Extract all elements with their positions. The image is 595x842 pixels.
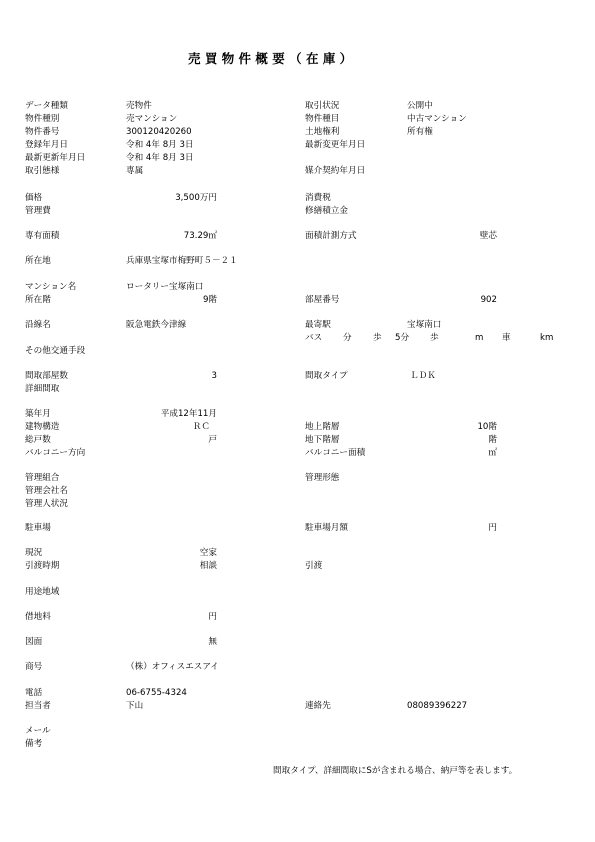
built-date-value: 平成12年11月 xyxy=(160,409,217,419)
access-bus-minutes: 分 xyxy=(343,333,352,343)
floor-value: 9階 xyxy=(202,295,217,305)
property-type-value: 売マンション xyxy=(126,114,178,124)
property-number-value: 300120420260 xyxy=(126,127,192,137)
management-fee-label: 管理費 xyxy=(25,206,51,216)
land-rent-label: 借地料 xyxy=(25,612,51,622)
access-walk-minutes: 5分 xyxy=(395,333,410,343)
layout-type-label: 間取タイプ xyxy=(305,371,348,381)
management-type-label: 管理形態 xyxy=(305,473,340,483)
built-date-label: 築年月 xyxy=(25,409,51,419)
remarks-label: 備考 xyxy=(25,739,43,749)
company-label: 商号 xyxy=(25,662,43,672)
property-category-label: 物件種目 xyxy=(305,114,340,124)
contact-person-value: 下山 xyxy=(126,701,144,711)
contact-label: 連絡先 xyxy=(305,701,331,711)
access-car: 車 xyxy=(502,333,511,343)
structure-label: 建物構造 xyxy=(25,422,60,432)
price-value: 3,500万円 xyxy=(175,193,217,203)
floor-label: 所在階 xyxy=(25,295,51,305)
access-bus: バス xyxy=(305,333,323,343)
registration-date-label: 登録年月日 xyxy=(25,140,68,150)
parking-fee-value: 円 xyxy=(488,523,497,533)
repair-reserve-label: 修繕積立金 xyxy=(305,206,348,216)
registration-date-value: 令和 4年 8月 3日 xyxy=(126,140,194,150)
zoning-label: 用途地域 xyxy=(25,587,60,597)
nearest-station-label: 最寄駅 xyxy=(305,320,331,330)
management-association-label: 管理組合 xyxy=(25,473,60,483)
current-status-value: 空家 xyxy=(199,548,217,558)
current-status-label: 現況 xyxy=(25,548,43,558)
above-floors-value: 10階 xyxy=(477,422,497,432)
last-update-date-value: 令和 4年 8月 3日 xyxy=(126,153,194,163)
total-units-label: 総戸数 xyxy=(25,435,51,445)
land-rights-value: 所有権 xyxy=(407,127,433,137)
exclusive-area-label: 専有面積 xyxy=(25,231,60,241)
access-walk-2: 歩 xyxy=(430,333,439,343)
email-label: メール xyxy=(25,726,51,736)
area-measurement-value: 壁芯 xyxy=(479,231,497,241)
brokerage-contract-date-label: 媒介契約年月日 xyxy=(305,166,366,176)
room-count-value: 3 xyxy=(211,371,217,381)
room-number-value: 902 xyxy=(480,295,497,305)
transaction-mode-value: 専属 xyxy=(126,166,144,176)
data-type-label: データ種類 xyxy=(25,101,68,111)
location-value: 兵庫県宝塚市梅野町５－２１ xyxy=(126,256,238,266)
handover-label: 引渡 xyxy=(305,561,323,571)
data-type-value: 売物件 xyxy=(126,101,152,111)
manager-status-label: 管理人状況 xyxy=(25,499,68,509)
handover-timing-label: 引渡時期 xyxy=(25,561,60,571)
area-measurement-label: 面積計測方式 xyxy=(305,231,357,241)
below-floors-value: 階 xyxy=(488,435,497,445)
room-number-label: 部屋番号 xyxy=(305,295,340,305)
phone-label: 電話 xyxy=(25,688,43,698)
transaction-mode-label: 取引態様 xyxy=(25,166,60,176)
last-change-date-label: 最新変更年月日 xyxy=(305,140,366,150)
access-km: km xyxy=(540,333,554,343)
other-transport-label: その他交通手段 xyxy=(25,346,86,356)
floor-plan-label: 図面 xyxy=(25,637,43,647)
structure-value: ＲＣ xyxy=(192,422,210,432)
railway-line-value: 阪急電鉄今津線 xyxy=(126,320,187,330)
phone-value: 06-6755-4324 xyxy=(126,688,187,698)
mansion-name-label: マンション名 xyxy=(25,282,77,292)
floor-plan-value: 無 xyxy=(208,637,217,647)
page-title: 売 買 物 件 概 要 （ 在 庫 ） xyxy=(188,51,353,66)
property-type-label: 物件種別 xyxy=(25,114,60,124)
management-company-label: 管理会社名 xyxy=(25,486,68,496)
footnote: 間取タイプ、詳細間取にSが含まれる場合、納戸等を表します。 xyxy=(273,766,518,776)
contact-value: 08089396227 xyxy=(407,701,468,711)
handover-timing-value: 相談 xyxy=(199,561,217,571)
property-category-value: 中古マンション xyxy=(407,114,467,124)
total-units-value: 戸 xyxy=(208,435,217,445)
land-rent-value: 円 xyxy=(208,612,217,622)
last-update-date-label: 最新更新年月日 xyxy=(25,153,86,163)
price-label: 価格 xyxy=(25,193,43,203)
contact-person-label: 担当者 xyxy=(25,701,51,711)
exclusive-area-value: 73.29㎡ xyxy=(183,231,217,241)
parking-fee-label: 駐車場月額 xyxy=(305,523,348,533)
location-label: 所在地 xyxy=(25,256,51,266)
access-walk-1: 歩 xyxy=(373,333,382,343)
balcony-area-label: バルコニー面積 xyxy=(305,448,366,458)
transaction-status-label: 取引状況 xyxy=(305,101,340,111)
layout-type-value: ＬＤＫ xyxy=(410,371,436,381)
consumption-tax-label: 消費税 xyxy=(305,193,331,203)
transaction-status-value: 公開中 xyxy=(407,101,433,111)
parking-label: 駐車場 xyxy=(25,523,51,533)
balcony-area-value: ㎡ xyxy=(488,448,497,458)
property-number-label: 物件番号 xyxy=(25,127,60,137)
nearest-station-value: 宝塚南口 xyxy=(407,320,442,330)
land-rights-label: 土地権利 xyxy=(305,127,340,137)
above-floors-label: 地上階層 xyxy=(305,422,340,432)
below-floors-label: 地下階層 xyxy=(305,435,340,445)
mansion-name-value: ロータリー宝塚南口 xyxy=(126,282,204,292)
balcony-direction-label: バルコニー方向 xyxy=(25,448,86,458)
room-count-label: 間取部屋数 xyxy=(25,371,68,381)
railway-line-label: 沿線名 xyxy=(25,320,51,330)
company-value: （株）オフィスエスアイ xyxy=(126,662,219,672)
detailed-layout-label: 詳細間取 xyxy=(25,384,60,394)
access-meters: m xyxy=(475,333,484,343)
